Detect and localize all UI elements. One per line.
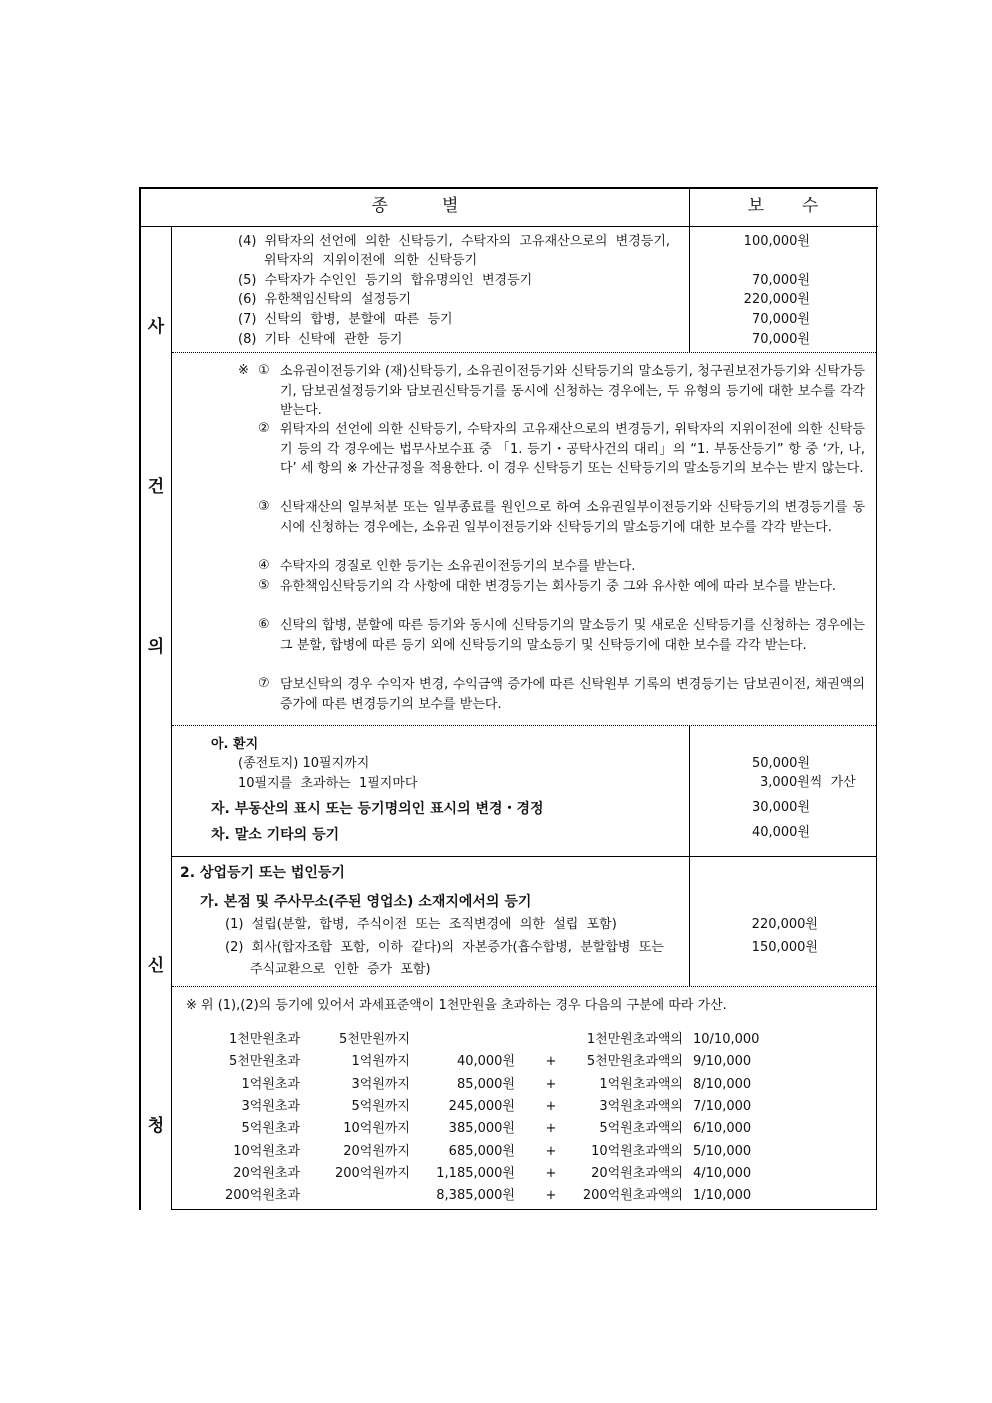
row-separator-4 [172,986,876,987]
row-separator-1 [172,352,876,353]
note-3-number: ③ [258,499,270,514]
surcharge-row-4-plus: + [545,1098,557,1114]
trust-item-5-fee: 70,000원 [751,273,810,288]
table-top-border [139,187,878,189]
section-ja-title: 자. 부동산의 표시 또는 등기명의인 표시의 변경・경정 [211,801,544,817]
surcharge-row-5-to: 10억원까지 [343,1121,410,1137]
surcharge-row-6-over: 10억원초과액의 [591,1143,683,1159]
note-4-number: ④ [258,558,270,573]
surcharge-row-2-rate: 9/10,000 [693,1054,752,1070]
surcharge-row-2-to: 1억원까지 [351,1054,410,1070]
surcharge-row-3-from: 1억원초과 [241,1076,300,1092]
surcharge-intro: ※ 위 (1),(2)의 등기에 있어서 과세표준액이 1천만원을 초과하는 경우 다음의 구분에 따라 가산. [186,998,727,1013]
section-a-line1: (종전토지) 10필지까지 [238,756,370,771]
trust-item-5: (5) 수탁자가 수인인 등기의 합유명의인 변경등기 [238,273,533,288]
surcharge-row-6-rate: 5/10,000 [693,1143,752,1159]
surcharge-row-6-from: 10억원초과 [233,1143,300,1159]
surcharge-row-5-rate: 6/10,000 [693,1121,752,1137]
surcharge-row-5-from: 5억원초과 [241,1121,300,1137]
section-b-fee2: 150,000원 [751,940,818,955]
header-fee: 보 수 [747,196,819,216]
surcharge-row-8-over: 200억원초과액의 [582,1188,683,1204]
surcharge-row-3-plus: + [545,1076,557,1092]
trust-item-8: (8) 기타 신탁에 관한 등기 [238,332,403,347]
section-cha-fee: 40,000원 [751,825,810,840]
section-b-item2: (2) 회사(합자조합 포함, 이하 같다)의 자본증가(흡수합병, 분할합병 또는 [225,940,664,955]
side-char-2: 건 [147,477,165,497]
table-right-border [876,187,877,1210]
note-3-text: 신탁재산의 일부처분 또는 일부종료를 원인으로 하여 소유권일부이전등기와 신탁등기의 변경등기를 동시에 신청하는 경우에는, 소유권 일부이전등기와 신탁등기의 말소등기에 대한 보수를 각각 받는다. [280,500,865,535]
surcharge-row-1-over: 1천만원초과액의 [586,1032,683,1047]
surcharge-row-8-from: 200억원초과 [224,1188,300,1204]
surcharge-row-1-from: 1천만원초과 [228,1032,300,1047]
surcharge-row-1-rate: 10/10,000 [693,1032,760,1047]
row-separator-2 [172,725,876,726]
note-2-text: 위탁자의 선언에 의한 신탁등기, 수탁자의 고유재산으로의 변경등기, 위탁자의 지위이전에 의한 신탁등기 등의 각 경우에는 법무사보수표 중 「1. 등기・공탁사건의 대리」의 “1. 부동산등기” 항 중 ‘가, 나, 다’ 세 항의 ※ 가산규정을 적용한다. 이 경우 신탁등기 또는 신탁등기의 말소등기의 보수는 받지 않는다. [280,422,865,476]
trust-item-6-fee: 220,000원 [743,292,810,307]
trust-item-7: (7) 신탁의 합병, 분할에 따른 등기 [238,312,453,327]
surcharge-row-4-to: 5억원까지 [351,1098,410,1114]
surcharge-row-8-rate: 1/10,000 [693,1188,752,1204]
surcharge-row-3-base: 85,000원 [456,1076,515,1092]
notes-mark: ※ [238,363,249,378]
surcharge-row-7-from: 20억원초과 [233,1165,300,1181]
surcharge-row-2-plus: + [545,1054,557,1070]
table-bottom-border [172,1209,877,1210]
surcharge-row-8-base: 8,385,000원 [436,1188,515,1204]
surcharge-row-6-to: 20억원까지 [343,1143,410,1159]
surcharge-row-4-from: 3억원초과 [241,1098,300,1114]
section-ja-fee: 30,000원 [751,800,810,815]
surcharge-row-7-base: 1,185,000원 [436,1165,515,1181]
surcharge-row-3-rate: 8/10,000 [693,1076,752,1092]
section-a-line2: 10필지를 초과하는 1필지마다 [238,776,418,791]
note-1-text: 소유권이전등기와 (재)신탁등기, 소유권이전등기와 신탁등기의 말소등기, 청구권보전가등기와 신탁가등기, 담보권설정등기와 담보권신탁등기를 동시에 신청하는 경우에는, 두 유형의 등기에 대한 보수를 각각 받는다. [280,364,865,418]
note-6-text: 신탁의 합병, 분할에 따른 등기와 동시에 신탁등기의 말소등기 및 새로운 신탁등기를 신청하는 경우에는 그 분할, 합병에 따른 등기 외에 신탁등기의 말소등기 및 신탁등기에 대한 보수를 각각 받는다. [280,618,865,653]
surcharge-row-7-over: 20억원초과액의 [591,1165,683,1181]
surcharge-row-2-base: 40,000원 [456,1054,515,1070]
section-b-fee1: 220,000원 [751,917,818,932]
surcharge-row-6-base: 685,000원 [448,1143,515,1159]
note-4-text: 수탁자의 경질로 인한 등기는 소유권이전등기의 보수를 받는다. [280,559,636,574]
trust-item-4: (4) 위탁자의 선언에 의한 신탁등기, 수탁자의 고유재산으로의 변경등기, [238,234,671,249]
trust-item-7-fee: 70,000원 [751,312,810,327]
note-2-number: ② [258,421,270,436]
note-5-text: 유한책임신탁등기의 각 사항에 대한 변경등기는 회사등기 중 그와 유사한 예에 따라 보수를 받는다. [280,579,837,594]
surcharge-row-4-rate: 7/10,000 [693,1098,752,1114]
surcharge-row-2-from: 5천만원초과 [228,1054,300,1070]
surcharge-row-1-to: 5천만원까지 [338,1032,410,1047]
trust-item-6: (6) 유한책임신탁의 설정등기 [238,292,412,307]
header-bottom-border [139,226,878,227]
note-7-text: 담보신탁의 경우 수익자 변경, 수익금액 증가에 따른 신탁원부 기록의 변경등기는 담보권이전, 채권액의 증가에 따른 변경등기의 보수를 받는다. [280,677,865,712]
section-a-fee1: 50,000원 [751,756,810,771]
surcharge-row-5-over: 5억원초과액의 [599,1121,683,1137]
surcharge-row-3-to: 3억원까지 [351,1076,410,1092]
surcharge-row-7-plus: + [545,1165,557,1181]
surcharge-row-2-over: 5천만원초과액의 [586,1054,683,1070]
section-cha-title: 차. 말소 기타의 등기 [211,827,340,843]
note-5-number: ⑤ [258,578,270,593]
note-6-number: ⑥ [258,617,270,632]
surcharge-row-3-over: 1억원초과액의 [599,1076,683,1092]
surcharge-row-4-over: 3억원초과액의 [599,1098,683,1114]
trust-item-8-fee: 70,000원 [751,332,810,347]
section-b-subtitle: 가. 본점 및 주사무소(주된 영업소) 소재지에서의 등기 [200,894,532,910]
trust-item-4-fee: 100,000원 [743,234,810,249]
section-a-title: 아. 환지 [211,737,259,752]
row-separator-3 [172,856,876,857]
note-1-number: ① [258,363,270,378]
side-char-4: 신 [147,956,165,976]
side-char-1: 사 [147,317,165,337]
surcharge-row-5-plus: + [545,1121,557,1137]
surcharge-row-5-base: 385,000원 [448,1121,515,1137]
section-a-fee2: 3,000원씩 가산 [760,775,856,790]
surcharge-row-6-plus: + [545,1143,557,1159]
side-char-3: 의 [147,637,165,657]
section-b-item1: (1) 설립(분할, 합병, 주식이전 또는 조직변경에 의한 설립 포함) [225,917,617,932]
surcharge-row-7-to: 200억원까지 [334,1165,410,1181]
surcharge-row-7-rate: 4/10,000 [693,1165,752,1181]
section-b-title: 2. 상업등기 또는 법인등기 [180,865,345,881]
surcharge-row-8-plus: + [545,1188,557,1204]
section-b-item2-cont: 주식교환으로 인한 증가 포함) [250,962,431,977]
header-category: 종 별 [371,196,459,216]
note-7-number: ⑦ [258,676,270,691]
side-char-5: 청 [147,1116,165,1136]
surcharge-row-4-base: 245,000원 [448,1098,515,1114]
trust-item-4-cont: 위탁자의 지위이전에 의한 신탁등기 [264,253,478,268]
